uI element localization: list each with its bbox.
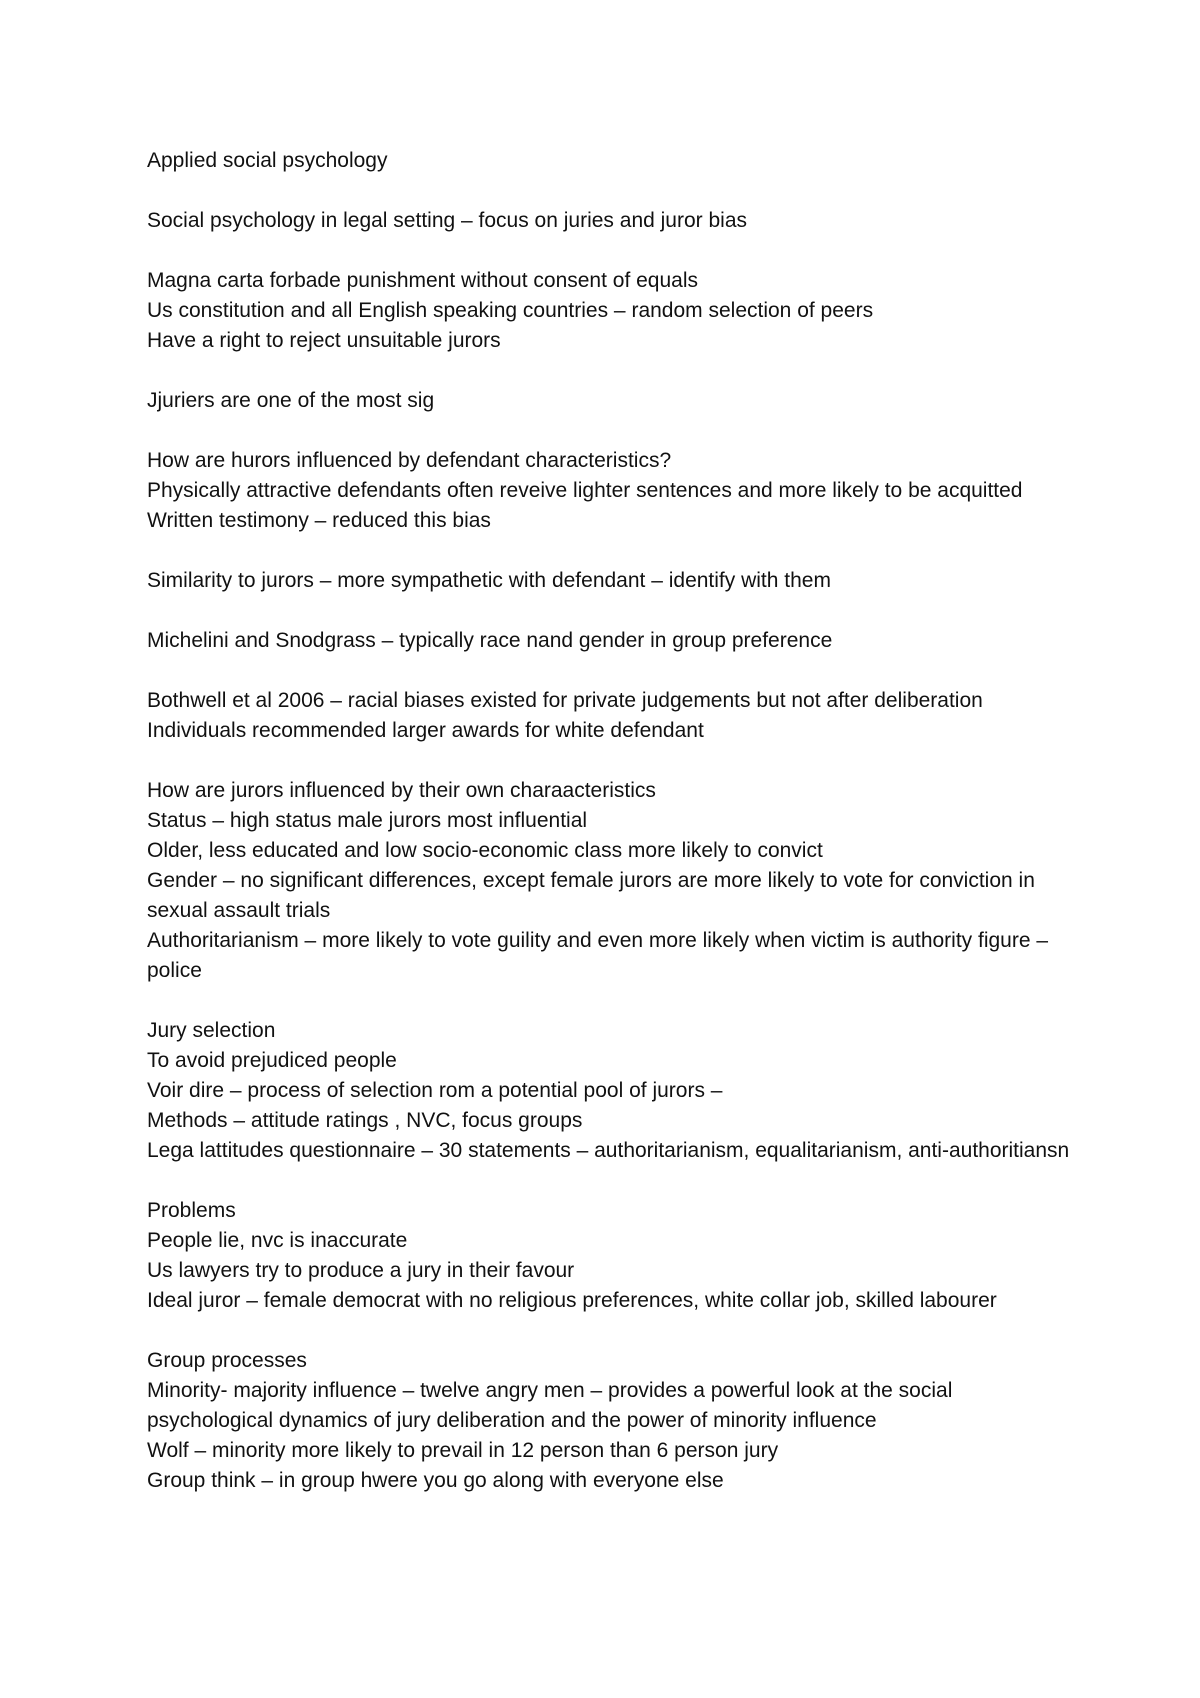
text-line: Wolf – minority more likely to prevail in 12 person than 6 person jury	[147, 1439, 779, 1462]
section-heading: Jury selection	[147, 1019, 276, 1042]
text-line: Individuals recommended larger awards for white defendant	[147, 719, 704, 742]
text-line: Methods – attitude ratings , NVC, focus groups	[147, 1109, 583, 1132]
paragraph-jury-selection	[147, 1016, 1077, 1166]
text-line: To avoid prejudiced people	[147, 1049, 397, 1072]
document-body	[147, 146, 1077, 1526]
text-line: Status – high status male jurors most influential	[147, 809, 588, 832]
text-line: Physically attractive defendants often reveive lighter sentences and more likely to be acquitted	[147, 479, 1023, 502]
paragraph-defendant-characteristics	[147, 446, 1077, 536]
paragraph-topic	[147, 206, 1077, 236]
paragraph-similarity	[147, 566, 1077, 596]
document-title: Applied social psychology	[147, 149, 388, 172]
text-line: People lie, nvc is inaccurate	[147, 1229, 408, 1252]
text-line: Authoritarianism – more likely to vote guility and even more likely when victim is authority figure – police	[147, 929, 1049, 982]
text-line: Social psychology in legal setting – focus on juries and juror bias	[147, 209, 748, 232]
text-line: Us constitution and all English speaking countries – random selection of peers	[147, 299, 874, 322]
text-line: Similarity to jurors – more sympathetic with defendant – identify with them	[147, 569, 831, 592]
text-line: Lega lattitudes questionnaire – 30 statements – authoritarianism, equalitarianism, anti-authoritiansn	[147, 1139, 1070, 1162]
paragraph-bothwell	[147, 686, 1077, 746]
text-line: Ideal juror – female democrat with no religious preferences, white collar job, skilled labourer	[147, 1289, 997, 1312]
paragraph-juries-sig	[147, 386, 1077, 416]
paragraph-juror-characteristics	[147, 776, 1077, 986]
text-line: Gender – no significant differences, except female jurors are more likely to vote for conviction in sexual assault trials	[147, 869, 1035, 922]
section-heading: Group processes	[147, 1349, 307, 1372]
text-line: Bothwell et al 2006 – racial biases existed for private judgements but not after deliberation	[147, 689, 983, 712]
paragraph-group-processes	[147, 1346, 1077, 1496]
text-line: Michelini and Snodgrass – typically race nand gender in group preference	[147, 629, 833, 652]
paragraph-problems	[147, 1196, 1077, 1316]
text-line: Have a right to reject unsuitable jurors	[147, 329, 501, 352]
text-line: Older, less educated and low socio-economic class more likely to convict	[147, 839, 823, 862]
text-line: How are hurors influenced by defendant characteristics?	[147, 449, 672, 472]
text-line: Magna carta forbade punishment without consent of equals	[147, 269, 699, 292]
text-line: How are jurors influenced by their own charaacteristics	[147, 779, 656, 802]
text-line: Voir dire – process of selection rom a potential pool of jurors –	[147, 1079, 723, 1102]
text-line: Jjuriers are one of the most sig	[147, 389, 435, 412]
text-line: Written testimony – reduced this bias	[147, 509, 491, 532]
section-heading: Problems	[147, 1199, 236, 1222]
text-line: Us lawyers try to produce a jury in their favour	[147, 1259, 575, 1282]
paragraph-title	[147, 146, 1077, 176]
text-line: Minority- majority influence – twelve angry men – provides a powerful look at the social psychological dynamics of jury deliberation and the power of minority influence	[147, 1379, 953, 1432]
text-line: Group think – in group hwere you go along with everyone else	[147, 1469, 724, 1492]
paragraph-michelini	[147, 626, 1077, 656]
paragraph-magna-carta	[147, 266, 1077, 356]
